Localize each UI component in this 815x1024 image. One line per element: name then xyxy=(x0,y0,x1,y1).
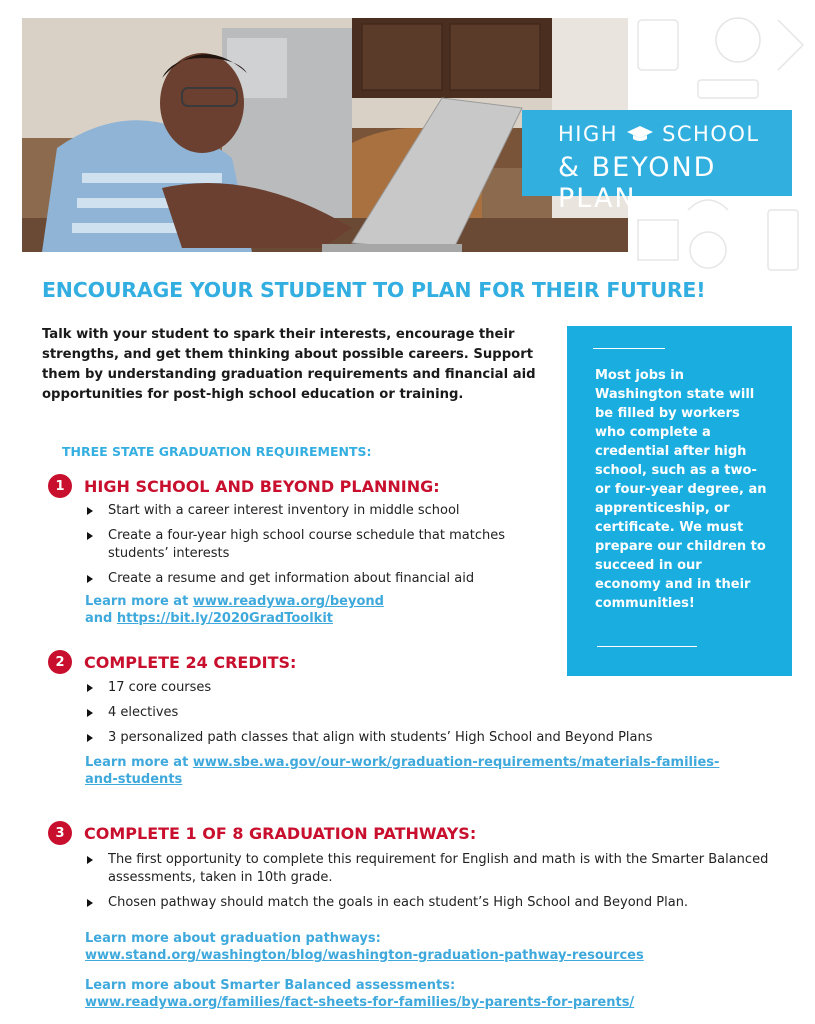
learn-more-label: Learn more about graduation pathways: xyxy=(85,931,381,946)
bullet-item: Create a four-year high school course schedule that matches students’ interests xyxy=(84,527,514,563)
page-headline: ENCOURAGE YOUR STUDENT TO PLAN FOR THEIR FUTURE! xyxy=(42,278,706,302)
bullet-item: 17 core courses xyxy=(84,679,784,697)
bullet-item: 3 personalized path classes that align with students’ High School and Beyond Plans xyxy=(84,729,784,747)
graduation-pathways-learn-more xyxy=(85,930,644,964)
section-3-title: COMPLETE 1 OF 8 GRADUATION PATHWAYS: xyxy=(84,823,477,843)
section-number-badge: 1 xyxy=(48,474,72,498)
learn-more-prefix: Learn more at xyxy=(85,594,193,609)
bullet-item: Start with a career interest inventory in middle school xyxy=(84,502,514,520)
section-1-bullets xyxy=(84,502,514,595)
logo-high-text: HIGH xyxy=(558,122,619,146)
sidebar-callout xyxy=(567,326,792,676)
graduation-cap-icon xyxy=(626,125,654,143)
intro-paragraph: Talk with your student to spark their interests, encourage their strengths, and get them thinking about possible careers. Support them by understanding graduation requirements and financial aid opportunities for post-high school education or training. xyxy=(42,327,536,402)
sidebar-text: Most jobs in Washington state will be filled by workers who complete a credential after high school, such as a two- or four-year degree, an apprenticeship, or certificate. We must prepare our children to succeed in our economy and in their communities! xyxy=(595,368,767,611)
sidebar-top-divider xyxy=(593,348,665,349)
program-logo xyxy=(522,110,792,214)
bullet-item: 4 electives xyxy=(84,704,784,722)
bullet-item: Create a resume and get information about financial aid xyxy=(84,570,514,588)
learn-more-label: Learn more about Smarter Balanced assessments: xyxy=(85,978,456,993)
section-2-header xyxy=(48,650,296,674)
logo-school-text: SCHOOL xyxy=(662,122,760,146)
sbe-graduation-requirements-link[interactable]: www.sbe.wa.gov/our-work/graduation-requirements/materials-families-and-students xyxy=(85,755,720,787)
readywa-beyond-link[interactable]: www.readywa.org/beyond xyxy=(192,594,384,609)
logo-line-2: & BEYOND PLAN xyxy=(558,152,717,214)
section-2-learn-more xyxy=(85,754,735,788)
section-number-badge: 3 xyxy=(48,821,72,845)
bullet-item: Chosen pathway should match the goals in each student’s High School and Beyond Plan. xyxy=(84,894,784,912)
section-3-bullets xyxy=(84,851,784,919)
section-1-title: HIGH SCHOOL AND BEYOND PLANNING: xyxy=(84,476,440,496)
learn-more-and: and xyxy=(85,611,117,626)
section-1-header xyxy=(48,474,440,498)
logo-line-1 xyxy=(558,122,760,146)
sidebar-bottom-divider xyxy=(597,646,697,647)
section-3-header xyxy=(48,821,476,845)
section-1-learn-more xyxy=(85,593,384,627)
smarter-balanced-learn-more xyxy=(85,977,634,1011)
stand-org-pathways-link[interactable]: www.stand.org/washington/blog/washington-graduation-pathway-resources xyxy=(85,948,644,963)
section-2-bullets xyxy=(84,679,784,754)
section-number-badge: 2 xyxy=(48,650,72,674)
grad-toolkit-link[interactable]: https://bit.ly/2020GradToolkit xyxy=(116,611,333,626)
learn-more-prefix: Learn more at xyxy=(85,755,193,770)
readywa-fact-sheets-link[interactable]: www.readywa.org/families/fact-sheets-for-families/by-parents-for-parents/ xyxy=(85,995,635,1010)
bullet-item: The first opportunity to complete this requirement for English and math is with the Smarter Balanced assessments, taken in 10th grade. xyxy=(84,851,784,887)
requirements-label: THREE STATE GRADUATION REQUIREMENTS: xyxy=(62,444,372,459)
section-2-title: COMPLETE 24 CREDITS: xyxy=(84,652,297,672)
